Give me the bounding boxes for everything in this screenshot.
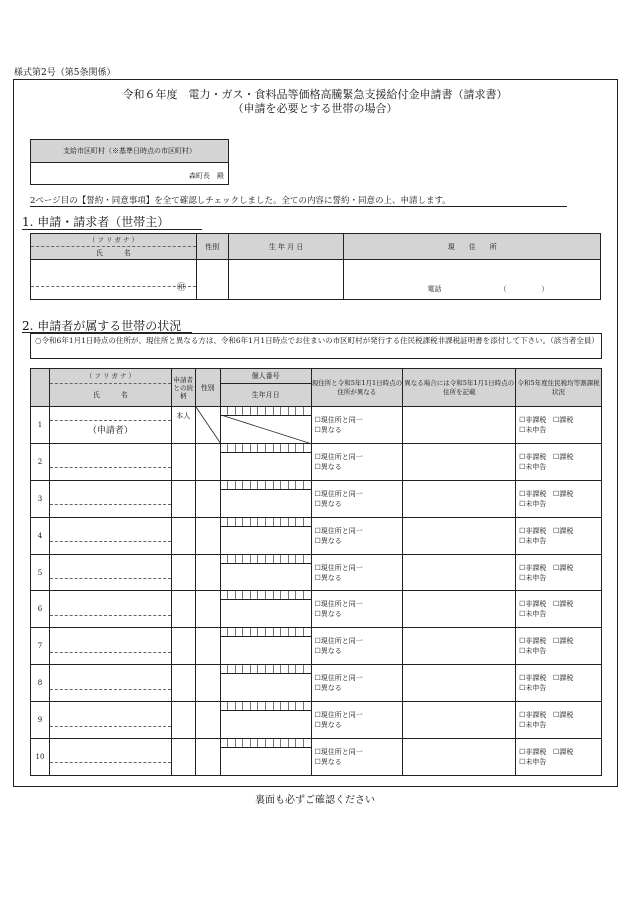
previous-address-cell[interactable] — [403, 480, 516, 517]
member-birthdate-label: 生年月日 — [251, 391, 280, 399]
member-name-cell[interactable] — [49, 665, 171, 702]
checkbox-taxable[interactable]: ☐課税 — [553, 452, 574, 461]
member-name-cell[interactable] — [49, 628, 171, 665]
checkbox-same-address[interactable]: ☐現住所と同一 — [314, 747, 363, 756]
applicant-birthdate-cell[interactable] — [228, 260, 344, 300]
checkbox-undeclared[interactable]: ☐未申告 — [519, 684, 547, 693]
table-row — [31, 665, 602, 702]
personal-number-cell[interactable] — [220, 591, 311, 628]
phone-paren: （ ） — [499, 285, 549, 293]
relation-cell[interactable] — [171, 554, 195, 591]
personal-number-boxes[interactable] — [221, 481, 311, 490]
checkbox-undeclared[interactable]: ☐未申告 — [519, 462, 547, 471]
relation-cell[interactable]: 本人 — [171, 407, 195, 444]
checkbox-different-address[interactable]: ☐異なる — [314, 757, 342, 766]
member-name-cell[interactable] — [49, 480, 171, 517]
birthdate-header: 生 年 月 日 — [228, 234, 344, 260]
tax-status-checkboxes[interactable] — [516, 480, 602, 517]
previous-address-cell[interactable] — [403, 517, 516, 554]
checkbox-taxable[interactable]: ☐課税 — [553, 563, 574, 572]
household-table — [30, 368, 602, 776]
personal-number-boxes[interactable] — [221, 665, 311, 674]
checkbox-nontaxable[interactable]: ☐非課税 — [519, 526, 547, 535]
member-name-cell[interactable] — [49, 443, 171, 480]
member-furigana-line — [50, 529, 171, 542]
checkbox-undeclared[interactable]: ☐未申告 — [519, 499, 547, 508]
applicant-gender-cell[interactable] — [196, 260, 228, 300]
checkbox-taxable[interactable]: ☐課税 — [553, 526, 574, 535]
table-row — [31, 628, 602, 665]
checkbox-undeclared[interactable]: ☐未申告 — [519, 536, 547, 545]
checkbox-taxable[interactable]: ☐課税 — [553, 637, 574, 646]
footer-note: 裏面も必ずご確認ください — [255, 795, 375, 806]
member-gender-cell[interactable] — [195, 480, 220, 517]
previous-address-cell[interactable] — [403, 407, 516, 444]
checkbox-taxable[interactable]: ☐課税 — [553, 600, 574, 609]
row-number: 8 — [31, 665, 50, 702]
previous-address-cell[interactable] — [403, 554, 516, 591]
checkbox-different-address[interactable]: ☐異なる — [314, 462, 342, 471]
member-furigana-line — [50, 566, 171, 579]
tax-status-checkboxes[interactable] — [516, 443, 602, 480]
table-row — [31, 517, 602, 554]
personal-number-header — [220, 369, 311, 407]
phone-label: 電話 — [427, 285, 442, 293]
address-diff-checkboxes[interactable] — [311, 628, 403, 665]
member-gender-cell[interactable] — [195, 702, 220, 739]
member-furigana-line — [50, 677, 171, 690]
checkbox-taxable[interactable]: ☐課税 — [553, 415, 574, 424]
applicant-furigana-line — [31, 273, 196, 287]
checkbox-nontaxable[interactable]: ☐非課税 — [519, 674, 547, 683]
tax-status-checkboxes[interactable] — [516, 665, 602, 702]
relation-cell[interactable] — [171, 739, 195, 776]
diagonal-strike-icon — [196, 407, 221, 444]
checkbox-undeclared[interactable]: ☐未申告 — [519, 610, 547, 619]
checkbox-nontaxable[interactable]: ☐非課税 — [519, 452, 547, 461]
personal-number-boxes[interactable] — [221, 628, 311, 637]
applicant-name-cell[interactable] — [31, 260, 197, 300]
personal-number-boxes[interactable] — [221, 591, 311, 600]
member-name-cell[interactable] — [49, 591, 171, 628]
personal-number-cell[interactable] — [220, 480, 311, 517]
checkbox-nontaxable[interactable]: ☐非課税 — [519, 489, 547, 498]
table-row — [31, 554, 602, 591]
member-name-cell[interactable] — [49, 739, 171, 776]
member-gender-cell[interactable] — [195, 407, 220, 444]
personal-number-cell[interactable] — [220, 665, 311, 702]
table-row — [31, 739, 602, 776]
checkbox-undeclared[interactable]: ☐未申告 — [519, 721, 547, 730]
checkbox-same-address[interactable]: ☐現住所と同一 — [314, 563, 363, 572]
checkbox-taxable[interactable]: ☐課税 — [553, 489, 574, 498]
checkbox-undeclared[interactable]: ☐未申告 — [519, 757, 547, 766]
member-gender-cell[interactable] — [195, 665, 220, 702]
relation-cell[interactable] — [171, 443, 195, 480]
applicant-name-header — [31, 234, 197, 260]
personal-number-boxes[interactable] — [221, 739, 311, 748]
address-diff-checkboxes[interactable] — [311, 554, 403, 591]
row-number: 10 — [31, 739, 50, 776]
member-name-header — [49, 369, 171, 407]
relation-header: 申請者との続柄 — [171, 369, 195, 407]
member-furigana-line — [50, 714, 171, 727]
address-diff-checkboxes[interactable] — [311, 407, 403, 444]
member-name-cell[interactable] — [49, 554, 171, 591]
tax-status-checkboxes[interactable] — [516, 554, 602, 591]
member-name-cell[interactable] — [49, 702, 171, 739]
checkbox-different-address[interactable]: ☐異なる — [314, 610, 342, 619]
previous-address-cell[interactable] — [403, 628, 516, 665]
address-diff-checkboxes[interactable] — [311, 739, 403, 776]
address-diff-checkboxes[interactable] — [311, 591, 403, 628]
member-furigana-label: （ フ リ ガ ナ ） — [50, 369, 171, 384]
name-label: 氏 名 — [95, 248, 131, 257]
member-gender-cell[interactable] — [195, 443, 220, 480]
form-subtitle: （申請を必要とする世帯の場合） — [232, 102, 398, 115]
personal-number-cell[interactable] — [220, 443, 311, 480]
personal-number-cell[interactable] — [220, 554, 311, 591]
member-furigana-line — [50, 455, 171, 468]
municipality-box[interactable] — [30, 139, 229, 185]
personal-number-boxes[interactable] — [221, 444, 311, 453]
member-furigana-line — [50, 408, 171, 421]
row-number: 7 — [31, 628, 50, 665]
member-name-label: 氏 名 — [92, 391, 128, 399]
checkbox-same-address[interactable]: ☐現住所と同一 — [314, 526, 363, 535]
member-gender-cell[interactable] — [195, 517, 220, 554]
row-number: 4 — [31, 517, 50, 554]
previous-address-cell[interactable] — [403, 665, 516, 702]
mayor-addressee: 森町長 殿 — [189, 172, 224, 180]
checkbox-nontaxable[interactable]: ☐非課税 — [519, 600, 547, 609]
gender-header: 性別 — [196, 234, 228, 260]
member-name-cell[interactable] — [49, 517, 171, 554]
personal-number-cell[interactable] — [220, 628, 311, 665]
municipality-header: 支給市区町村（※基準日時点の市区町村） — [31, 140, 228, 163]
applicant-table — [30, 233, 601, 300]
relation-cell[interactable] — [171, 665, 195, 702]
checkbox-different-address[interactable]: ☐異なる — [314, 721, 342, 730]
member-furigana-line — [50, 640, 171, 653]
tax-status-checkboxes[interactable] — [516, 702, 602, 739]
member-gender-header: 性別 — [195, 369, 220, 407]
tax-status-checkboxes[interactable] — [516, 407, 602, 444]
address-note-header: 異なる場合には令和5年1月1日時点の住所を記載 — [403, 369, 516, 407]
personal-number-label: 個人番号 — [221, 369, 311, 384]
previous-address-cell[interactable] — [403, 702, 516, 739]
member-gender-cell[interactable] — [195, 591, 220, 628]
personal-number-cell[interactable] — [220, 739, 311, 776]
checkbox-same-address[interactable]: ☐現住所と同一 — [314, 489, 363, 498]
checkbox-taxable[interactable]: ☐課税 — [553, 711, 574, 720]
tax-status-checkboxes[interactable] — [516, 628, 602, 665]
checkbox-same-address[interactable]: ☐現住所と同一 — [314, 674, 363, 683]
applicant-marker: （申請者） — [87, 426, 133, 437]
checkbox-undeclared[interactable]: ☐未申告 — [519, 425, 547, 434]
previous-address-cell[interactable] — [403, 591, 516, 628]
checkbox-same-address[interactable]: ☐現住所と同一 — [314, 452, 363, 461]
relation-cell[interactable] — [171, 480, 195, 517]
row-number: 5 — [31, 554, 50, 591]
checkbox-different-address[interactable]: ☐異なる — [314, 647, 342, 656]
checkbox-taxable[interactable]: ☐課税 — [553, 674, 574, 683]
checkbox-nontaxable[interactable]: ☐非課税 — [519, 711, 547, 720]
checkbox-nontaxable[interactable]: ☐非課税 — [519, 563, 547, 572]
applicant-address-cell[interactable] — [344, 260, 601, 300]
address-header: 現 住 所 — [344, 234, 601, 260]
table-row — [31, 443, 602, 480]
address-diff-checkboxes[interactable] — [311, 665, 403, 702]
member-furigana-line — [50, 492, 171, 505]
checkbox-different-address[interactable]: ☐異なる — [314, 573, 342, 582]
form-title: 令和６年度 電力・ガス・食料品等価格高騰緊急支援給付金申請書（請求書） — [122, 88, 508, 101]
diagonal-strike-icon — [221, 415, 312, 444]
table-row — [31, 407, 602, 444]
address-diff-checkboxes[interactable] — [311, 480, 403, 517]
checkbox-taxable[interactable]: ☐課税 — [553, 747, 574, 756]
address-diff-checkboxes[interactable] — [311, 517, 403, 554]
table-row — [31, 480, 602, 517]
furigana-label: （ フ リ ガ ナ ） — [31, 235, 196, 247]
checkbox-different-address[interactable]: ☐異なる — [314, 684, 342, 693]
checkbox-different-address[interactable]: ☐異なる — [314, 536, 342, 545]
table-row — [31, 702, 602, 739]
checkbox-undeclared[interactable]: ☐未申告 — [519, 647, 547, 656]
personal-number-cell[interactable] — [220, 517, 311, 554]
seal-icon: ㊞ — [176, 283, 186, 293]
form-number: 様式第2号（第5条関係） — [14, 68, 116, 78]
member-name-cell[interactable] — [49, 407, 171, 444]
table-row — [31, 591, 602, 628]
section2-heading: 2. 申請者が属する世帯の状況 — [22, 319, 182, 333]
row-number-header — [31, 369, 50, 407]
relation-cell[interactable] — [171, 517, 195, 554]
address-diff-checkboxes[interactable] — [311, 443, 403, 480]
attachment-note: ○令和6年1月1日時点の住所が、現住所と異なる方は、令和6年1月1日時点でお住まいの市区町村が発行する住民税課税非課税証明書を添付して下さい。（該当者全員） — [30, 333, 602, 359]
personal-number-boxes[interactable] — [221, 555, 311, 564]
relation-cell[interactable] — [171, 702, 195, 739]
address-diff-header: 現住所と令和5年1月1日時点の住所が異なる — [311, 369, 403, 407]
previous-address-cell[interactable] — [403, 443, 516, 480]
address-diff-checkboxes[interactable] — [311, 702, 403, 739]
consent-underline — [30, 206, 567, 207]
checkbox-different-address[interactable]: ☐異なる — [314, 425, 342, 434]
checkbox-nontaxable[interactable]: ☐非課税 — [519, 637, 547, 646]
section1-heading: 1. 申請・請求者（世帯主） — [22, 215, 170, 229]
tax-status-checkboxes[interactable] — [516, 591, 602, 628]
personal-number-cell[interactable] — [220, 407, 311, 444]
row-number: 9 — [31, 702, 50, 739]
checkbox-same-address[interactable]: ☐現住所と同一 — [314, 637, 363, 646]
checkbox-undeclared[interactable]: ☐未申告 — [519, 573, 547, 582]
row-number: 1 — [31, 407, 50, 444]
row-number: 3 — [31, 480, 50, 517]
member-furigana-line — [50, 750, 171, 763]
checkbox-same-address[interactable]: ☐現住所と同一 — [314, 415, 363, 424]
relation-cell[interactable] — [171, 628, 195, 665]
member-furigana-line — [50, 603, 171, 616]
checkbox-same-address[interactable]: ☐現住所と同一 — [314, 711, 363, 720]
checkbox-same-address[interactable]: ☐現住所と同一 — [314, 600, 363, 609]
tax-status-checkboxes[interactable] — [516, 517, 602, 554]
row-number: 2 — [31, 443, 50, 480]
personal-number-boxes[interactable] — [221, 518, 311, 527]
previous-address-cell[interactable] — [403, 739, 516, 776]
personal-number-boxes[interactable] — [221, 702, 311, 711]
member-gender-cell[interactable] — [195, 628, 220, 665]
relation-cell[interactable] — [171, 591, 195, 628]
personal-number-cell[interactable] — [220, 702, 311, 739]
consent-statement: 2ページ目の【誓約・同意事項】を全て確認しチェックしました。全ての内容に誓約・同意の上、申請します。 — [30, 196, 451, 206]
row-number: 6 — [31, 591, 50, 628]
checkbox-nontaxable[interactable]: ☐非課税 — [519, 747, 547, 756]
section1-underline — [22, 229, 202, 230]
tax-status-checkboxes[interactable] — [516, 739, 602, 776]
member-gender-cell[interactable] — [195, 554, 220, 591]
checkbox-different-address[interactable]: ☐異なる — [314, 499, 342, 508]
tax-status-header: 令和5年度住民税均等割課税状況 — [516, 369, 602, 407]
member-gender-cell[interactable] — [195, 739, 220, 776]
checkbox-nontaxable[interactable]: ☐非課税 — [519, 415, 547, 424]
